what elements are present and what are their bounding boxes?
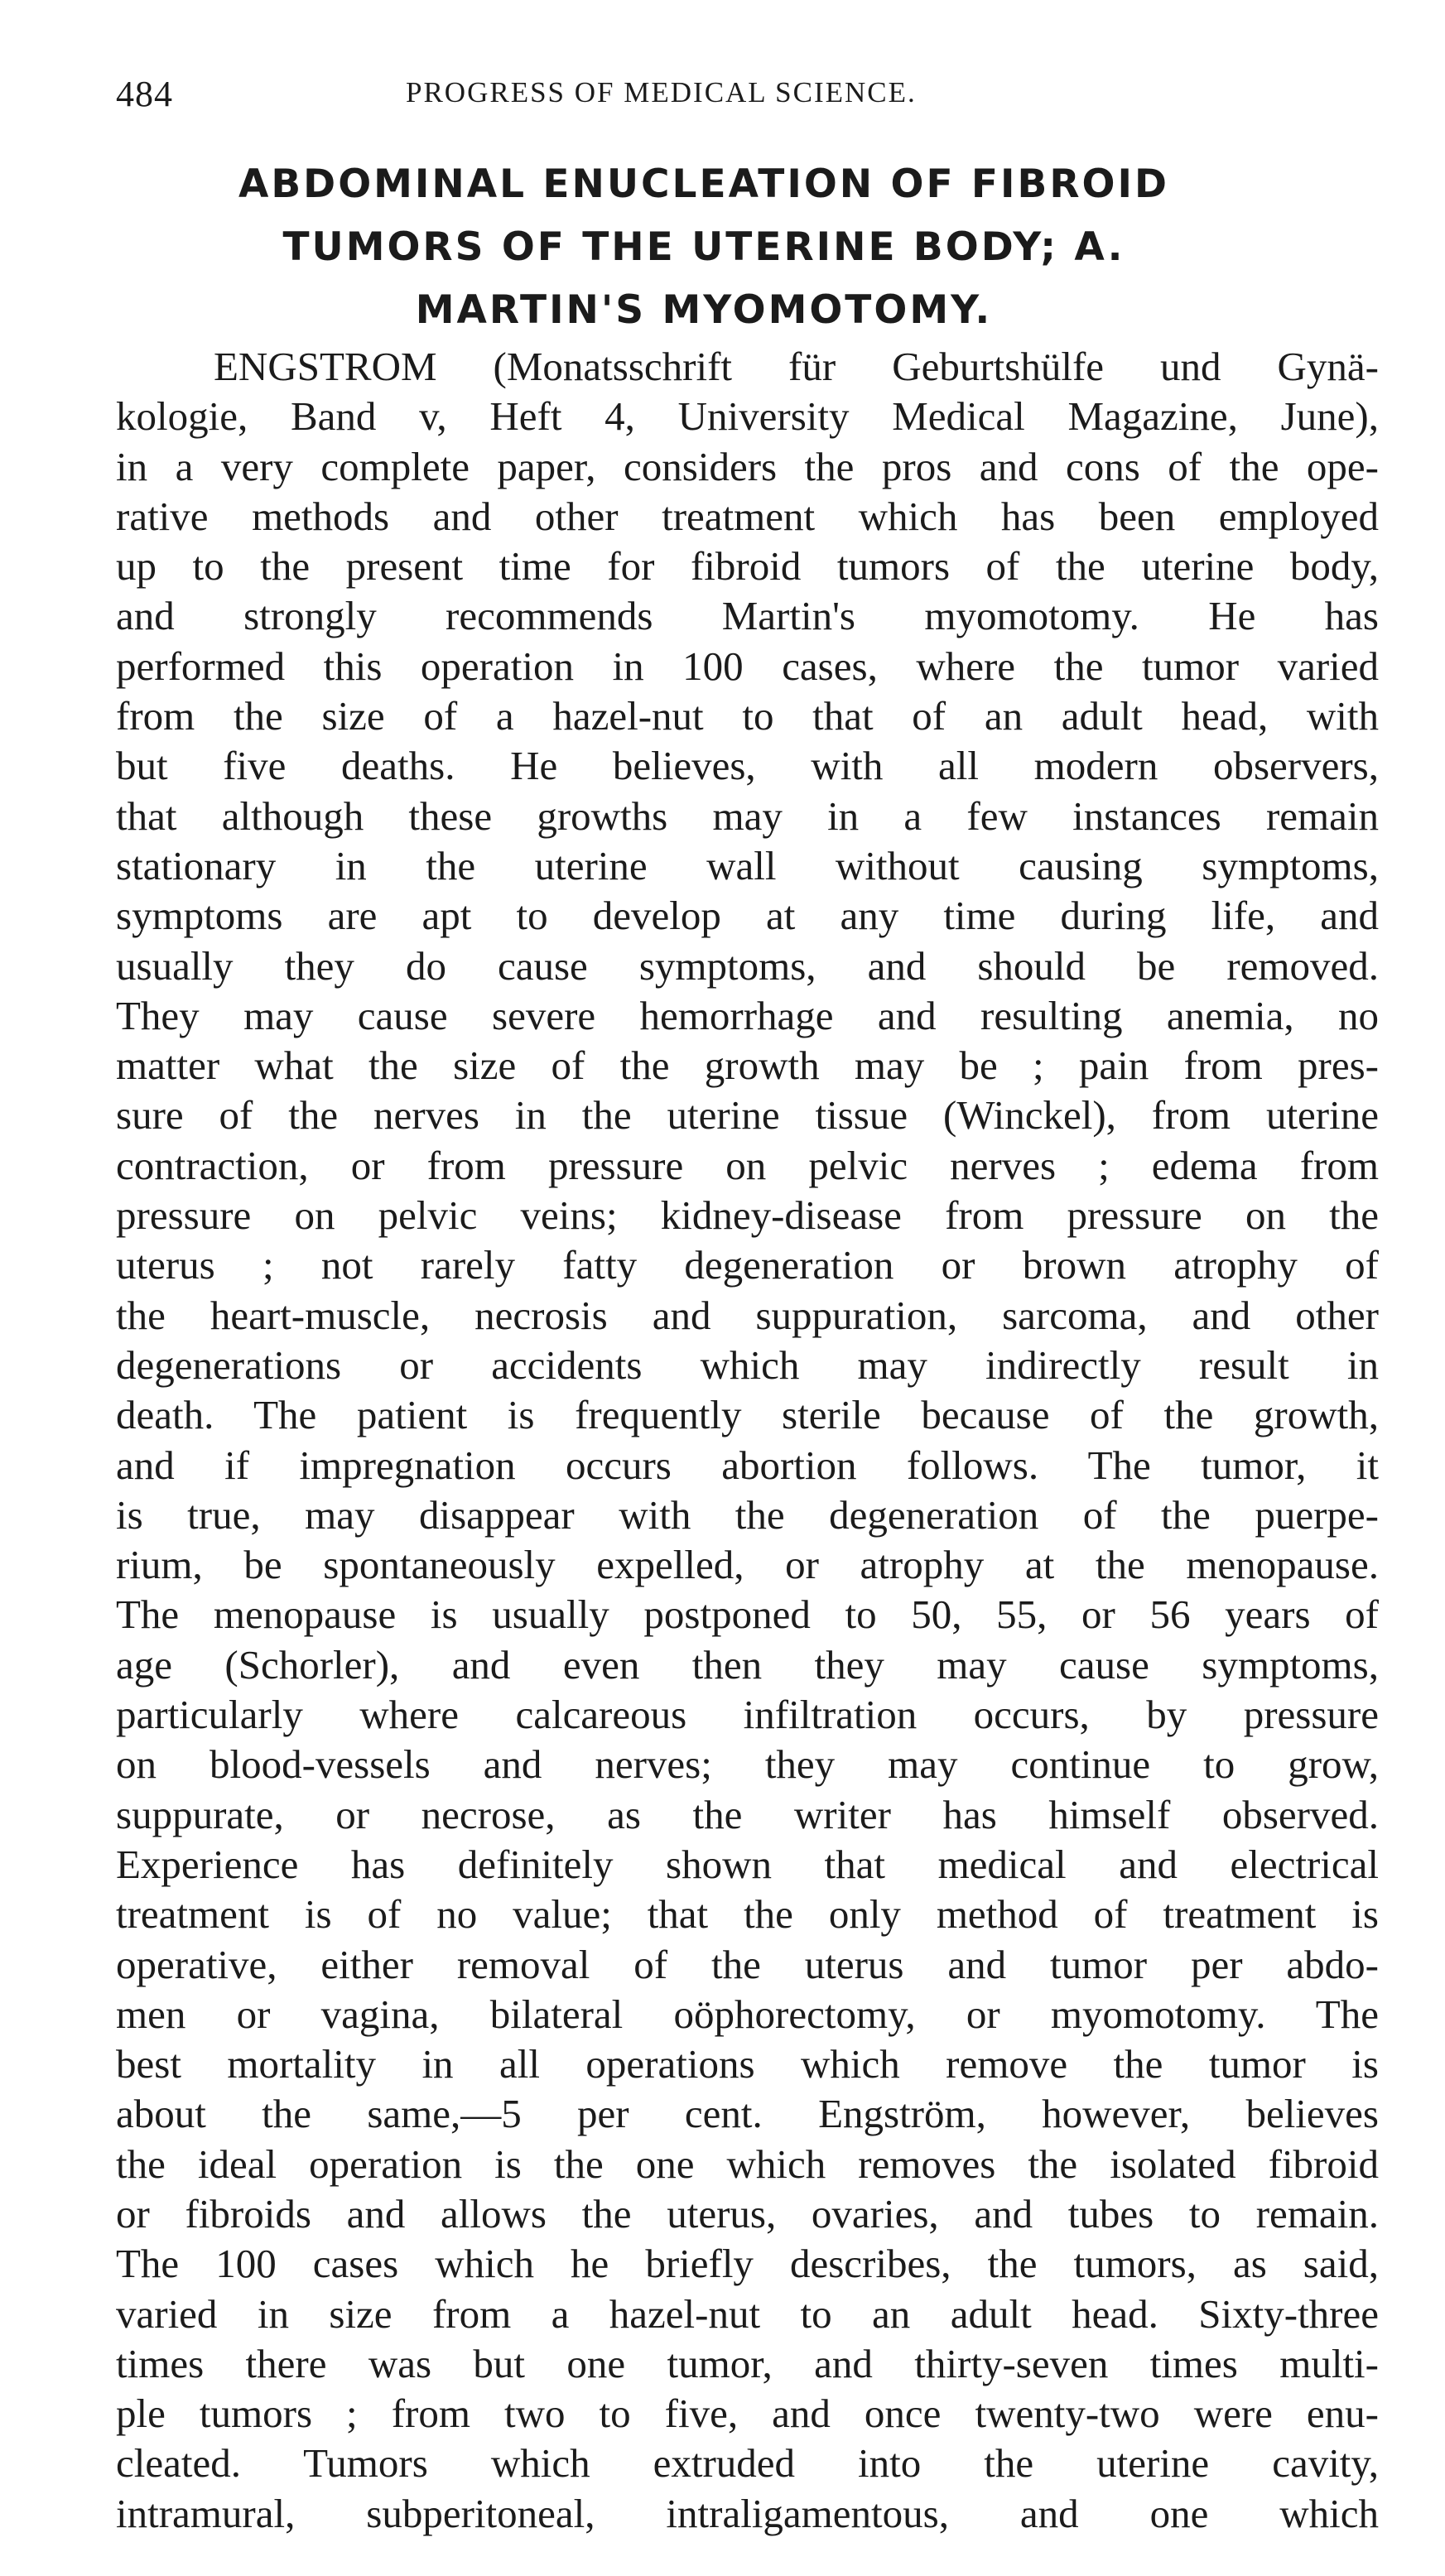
body-line: The 100 cases which he briefly describes, the tumors, as said, <box>116 2241 1379 2287</box>
article-body <box>116 342 1379 2539</box>
body-line: and if impregnation occurs abortion follows. The tumor, it <box>116 1442 1379 1488</box>
body-line: rium, be spontaneously expelled, or atrophy at the menopause. <box>116 1542 1379 1588</box>
page-number: 484 <box>116 74 173 114</box>
body-line: pressure on pelvic veins; kidney-disease from pressure on the <box>116 1192 1379 1239</box>
body-line: varied in size from a hazel-nut to an adult head. Sixty-three <box>116 2290 1379 2337</box>
body-line: best mortality in all operations which remove the tumor is <box>116 2041 1379 2087</box>
body-line: performed this operation in 100 cases, where the tumor varied <box>116 643 1379 689</box>
body-line: sure of the nerves in the uterine tissue (Winckel), from uterine <box>116 1092 1379 1139</box>
body-line: cleated. Tumors which extruded into the uterine cavity, <box>116 2440 1379 2487</box>
body-line: intramural, subperitoneal, intraligamentous, and one which <box>116 2490 1379 2536</box>
body-line: They may cause severe hemorrhage and resulting anemia, no <box>116 992 1379 1038</box>
running-title: PROGRESS OF MEDICAL SCIENCE. <box>406 76 917 108</box>
body-line: suppurate, or necrose, as the writer has himself observed. <box>116 1791 1379 1837</box>
body-line: that although these growths may in a few instances remain <box>116 792 1379 839</box>
article-title <box>124 153 1284 342</box>
body-line: up to the present time for fibroid tumors of the uterine body, <box>116 543 1379 590</box>
body-line: contraction, or from pressure on pelvic nerves ; edema from <box>116 1142 1379 1188</box>
body-line: symptoms are apt to develop at any time during life, and <box>116 893 1379 939</box>
body-line: men or vagina, bilateral oöphorectomy, or myomotomy. The <box>116 1991 1379 2037</box>
body-line: ENGSTROM (Monatsschrift für Geburtshülfe und Gynä- <box>214 344 1379 389</box>
body-line: uterus ; not rarely fatty degeneration or brown atrophy of <box>116 1242 1379 1288</box>
body-line: stationary in the uterine wall without causing symptoms, <box>116 842 1379 888</box>
body-line: matter what the size of the growth may be ; pain from pres- <box>116 1042 1379 1089</box>
article-title-line: MARTIN'S MYOMOTOMY. <box>415 287 993 333</box>
body-line: age (Schorler), and even then they may cause symptoms, <box>116 1641 1379 1688</box>
body-line: in a very complete paper, considers the pros and cons of the ope- <box>116 443 1379 489</box>
body-line: on blood-vessels and nerves; they may continue to grow, <box>116 1741 1379 1788</box>
body-line: Experience has definitely shown that medical and electrical <box>116 1841 1379 1887</box>
body-line: ple tumors ; from two to five, and once twenty-two were enu- <box>116 2391 1379 2437</box>
article-title-line: TUMORS OF THE UTERINE BODY; A. <box>282 224 1125 270</box>
body-line: from the size of a hazel-nut to that of an adult head, with <box>116 693 1379 739</box>
body-line: times there was but one tumor, and thirty-seven times multi- <box>116 2340 1379 2386</box>
body-line: is true, may disappear with the degeneration of the puerpe- <box>116 1491 1379 1538</box>
body-line: operative, either removal of the uterus and tumor per abdo- <box>116 1941 1379 1987</box>
body-line: usually they do cause symptoms, and should be removed. <box>116 942 1379 989</box>
body-line: and strongly recommends Martin's myomotomy. He has <box>116 593 1379 639</box>
article-title-line: ABDOMINAL ENUCLEATION OF FIBROID <box>238 161 1169 207</box>
body-line: degenerations or accidents which may indirectly result in <box>116 1341 1379 1388</box>
body-line: particularly where calcareous infiltration occurs, by pressure <box>116 1692 1379 1738</box>
body-line: rative methods and other treatment which has been employed <box>116 493 1379 539</box>
body-line: but five deaths. He believes, with all modern observers, <box>116 743 1379 789</box>
body-line: the heart-muscle, necrosis and suppuration, sarcoma, and other <box>116 1292 1379 1338</box>
running-head <box>116 73 1358 123</box>
body-line: death. The patient is frequently sterile because of the growth, <box>116 1392 1379 1438</box>
body-line: the ideal operation is the one which removes the isolated fibroid <box>116 2140 1379 2187</box>
body-line: kologie, Band v, Heft 4, University Medical Magazine, June), <box>116 393 1379 440</box>
body-line: about the same,—5 per cent. Engström, however, believes <box>116 2091 1379 2137</box>
body-line: or fibroids and allows the uterus, ovaries, and tubes to remain. <box>116 2190 1379 2237</box>
body-line: treatment is of no value; that the only method of treatment is <box>116 1891 1379 1938</box>
body-line: The menopause is usually postponed to 50, 55, or 56 years of <box>116 1591 1379 1638</box>
